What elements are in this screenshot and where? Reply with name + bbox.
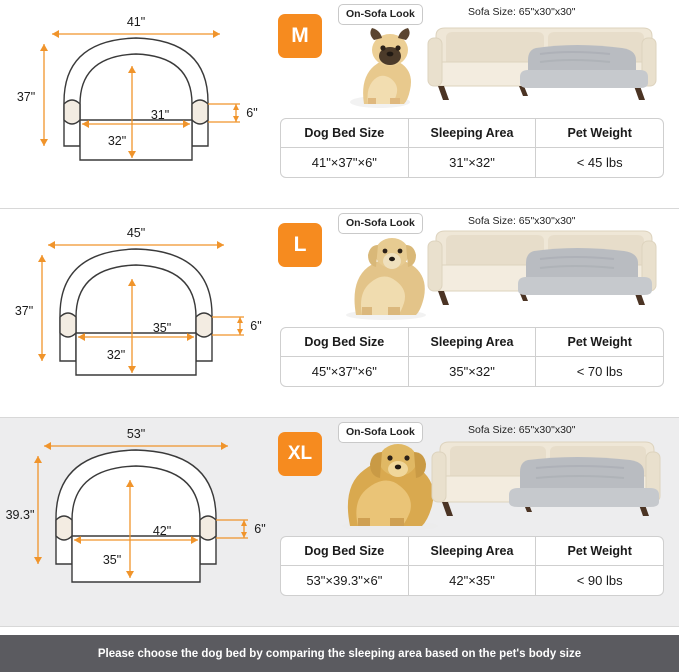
dim-right-height-l: 6" <box>250 319 262 333</box>
on-sofa-tag-m: On-Sofa Look <box>338 4 423 25</box>
dim-inner-depth-l: 32" <box>106 348 126 362</box>
header-sleeping-area: Sleeping Area <box>408 119 536 147</box>
spec-table-m <box>280 118 664 178</box>
dim-left-height-m: 37" <box>16 90 36 104</box>
spec-value-row <box>281 356 663 386</box>
product-panel-m <box>272 0 679 208</box>
size-badge-xl: XL <box>278 432 322 476</box>
product-panel-l <box>272 209 679 417</box>
product-panel-xl <box>272 418 679 626</box>
plush-cover <box>509 457 659 507</box>
dim-top-width-l: 45" <box>126 226 146 240</box>
spec-table-l <box>280 327 664 387</box>
dim-inner-width-xl: 42" <box>152 524 172 538</box>
plush-cover <box>518 248 652 295</box>
header-dog-bed-size: Dog Bed Size <box>304 544 385 558</box>
size-row-m <box>0 0 679 209</box>
value-pet-weight: < 45 lbs <box>535 148 663 177</box>
dog-illustration <box>346 238 426 320</box>
value-dog-bed-size: 53"×39.3"×6" <box>306 573 383 588</box>
size-badge-l: L <box>278 223 322 267</box>
dim-left-height-l: 37" <box>14 304 34 318</box>
dog-illustration <box>342 444 438 530</box>
bed-diagram-m <box>0 0 272 208</box>
bed-diagram-xl <box>0 418 272 626</box>
sofa-scene-l <box>328 227 672 321</box>
sofa-size-label-xl: Sofa Size: 65"x30"x30" <box>468 424 576 436</box>
spec-header-row <box>281 328 663 356</box>
dog-illustration <box>350 28 411 108</box>
spec-header-row <box>281 119 663 147</box>
dim-inner-width-m: 31" <box>150 108 170 122</box>
plush-cover <box>520 45 648 88</box>
on-sofa-tag-l: On-Sofa Look <box>338 213 423 234</box>
spec-value-row <box>281 147 663 177</box>
value-pet-weight: < 70 lbs <box>535 357 663 386</box>
dim-top-width-xl: 53" <box>126 427 146 441</box>
bed-diagram-l <box>0 209 272 417</box>
value-dog-bed-size: 45"×37"×6" <box>311 364 377 379</box>
spec-header-row <box>281 537 663 565</box>
header-sleeping-area: Sleeping Area <box>408 537 536 565</box>
value-pet-weight: < 90 lbs <box>535 566 663 595</box>
header-pet-weight: Pet Weight <box>535 328 663 356</box>
size-badge-m: M <box>278 14 322 58</box>
header-dog-bed-size: Dog Bed Size <box>304 126 385 140</box>
dim-left-height-xl: 39.3" <box>5 508 35 522</box>
dim-top-width-m: 41" <box>126 15 146 29</box>
on-sofa-tag-xl: On-Sofa Look <box>338 422 423 443</box>
header-dog-bed-size: Dog Bed Size <box>304 335 385 349</box>
dim-inner-width-l: 35" <box>152 321 172 335</box>
header-pet-weight: Pet Weight <box>535 537 663 565</box>
dim-inner-depth-xl: 35" <box>102 553 122 567</box>
sofa-size-label-m: Sofa Size: 65"x30"x30" <box>468 6 576 18</box>
sofa-scene-m <box>328 18 672 112</box>
value-sleeping-area: 31"×32" <box>408 148 536 177</box>
sofa-scene-xl <box>328 436 672 530</box>
dim-inner-depth-m: 32" <box>107 134 127 148</box>
dim-right-height-m: 6" <box>246 106 258 120</box>
size-row-l <box>0 209 679 418</box>
value-dog-bed-size: 41"×37"×6" <box>311 155 377 170</box>
value-sleeping-area: 42"×35" <box>408 566 536 595</box>
spec-value-row <box>281 565 663 595</box>
spec-table-xl <box>280 536 664 596</box>
footer-note: Please choose the dog bed by comparing the sleeping area based on the pet's body size <box>0 635 679 672</box>
dim-right-height-xl: 6" <box>254 522 266 536</box>
header-pet-weight: Pet Weight <box>535 119 663 147</box>
size-row-xl <box>0 418 679 627</box>
sofa-size-label-l: Sofa Size: 65"x30"x30" <box>468 215 576 227</box>
value-sleeping-area: 35"×32" <box>408 357 536 386</box>
header-sleeping-area: Sleeping Area <box>408 328 536 356</box>
